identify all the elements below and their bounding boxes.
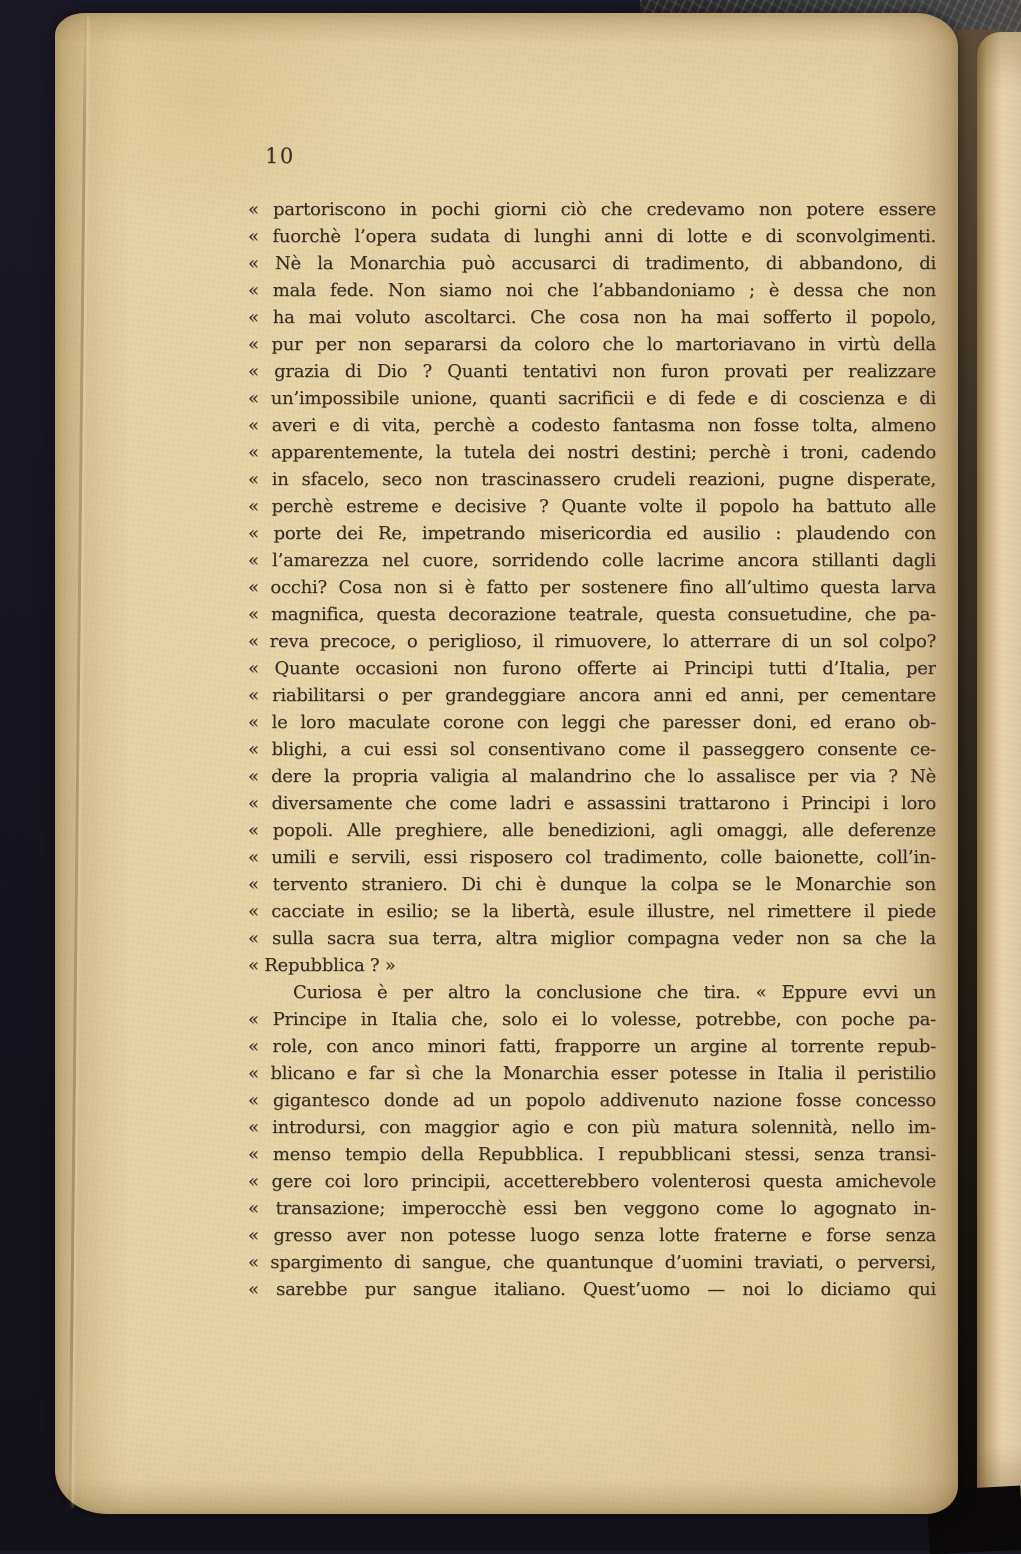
text-line: « apparentemente, la tutela dei nostri destini; perchè i troni, cadendo bbox=[248, 442, 936, 463]
text-line: « Quante occasioni non furono offerte ai Principi tutti d’Italia, per bbox=[248, 658, 936, 679]
text-line: « cacciate in esilio; se la libertà, esule illustre, nel rimettere il piede bbox=[248, 901, 936, 922]
text-line: « perchè estreme e decisive ? Quante volte il popolo ha battuto alle bbox=[248, 496, 936, 517]
text-line: « blighi, a cui essi sol consentivano come il passeggero consente ce- bbox=[248, 739, 936, 760]
text-line: « Repubblica ? » bbox=[248, 955, 396, 976]
text-line: « gere coi loro principii, accetterebbero volenterosi questa amichevole bbox=[248, 1171, 936, 1192]
text-line: « occhi? Cosa non si è fatto per sostenere fino all’ultimo questa larva bbox=[248, 577, 936, 598]
text-line: « ha mai voluto ascoltarci. Che cosa non ha mai sofferto il popolo, bbox=[248, 307, 936, 328]
text-line: « Principe in Italia che, solo ei lo volesse, potrebbe, con poche pa- bbox=[248, 1009, 936, 1030]
text-line: « umili e servili, essi risposero col tradimento, colle baionette, coll’in- bbox=[248, 847, 936, 868]
text-line: « le loro maculate corone con leggi che paresser doni, ed erano ob- bbox=[248, 712, 936, 733]
text-line: « pur per non separarsi da coloro che lo martoriavano in virtù della bbox=[248, 334, 936, 355]
text-line: « gigantesco donde ad un popolo addivenuto nazione fosse concesso bbox=[248, 1090, 936, 1111]
text-line: « role, con anco minori fatti, frapporre un argine al torrente repub- bbox=[248, 1036, 936, 1057]
text-line: « transazione; imperocchè essi ben veggono come lo agognato in- bbox=[248, 1198, 936, 1219]
text-line: « spargimento di sangue, che quantunque d’uomini traviati, o perversi, bbox=[248, 1252, 936, 1273]
text-line: « magnifica, questa decorazione teatrale, questa consuetudine, che pa- bbox=[248, 604, 936, 625]
page-fold-crease bbox=[68, 17, 87, 1507]
text-block bbox=[248, 196, 936, 1303]
text-line: « gresso aver non potesse luogo senza lotte fraterne e forse senza bbox=[248, 1225, 936, 1246]
text-line: « partoriscono in pochi giorni ciò che credevamo non potere essere bbox=[248, 199, 936, 220]
text-line: « reva precoce, o periglioso, il rimuovere, lo atterrare di un sol colpo? bbox=[248, 631, 936, 652]
text-line: « Nè la Monarchia può accusarci di tradimento, di abbandono, di bbox=[248, 253, 936, 274]
text-line: « averi e di vita, perchè a codesto fantasma non fosse tolta, almeno bbox=[248, 415, 936, 436]
text-line: Curiosa è per altro la conclusione che tira. « Eppure evvi un bbox=[293, 982, 936, 1003]
text-line: « popoli. Alle preghiere, alle benedizioni, agli omaggi, alle deferenze bbox=[248, 820, 936, 841]
text-line: « menso tempio della Repubblica. I repubblicani stessi, senza transi- bbox=[248, 1144, 936, 1165]
text-line: « grazia di Dio ? Quanti tentativi non furon provati per realizzare bbox=[248, 361, 936, 382]
text-line: « riabilitarsi o per grandeggiare ancora anni ed anni, per cementare bbox=[248, 685, 936, 706]
text-line: « un’impossibile unione, quanti sacrificii e di fede e di coscienza e di bbox=[248, 388, 936, 409]
text-line: « fuorchè l’opera sudata di lunghi anni di lotte e di sconvolgimenti. bbox=[248, 226, 936, 247]
text-line: « porte dei Re, impetrando misericordia ed ausilio : plaudendo con bbox=[248, 523, 936, 544]
text-line: « diversamente che come ladri e assassini trattarono i Principi i loro bbox=[248, 793, 936, 814]
adjacent-page-edge bbox=[977, 32, 1021, 1515]
text-line: « tervento straniero. Di chi è dunque la colpa se le Monarchie son bbox=[248, 874, 936, 895]
text-line: « mala fede. Non siamo noi che l’abbandoniamo ; è dessa che non bbox=[248, 280, 936, 301]
book-page bbox=[55, 13, 958, 1514]
page-number: 10 bbox=[265, 144, 295, 168]
text-line: « sulla sacra sua terra, altra miglior compagna veder non sa che la bbox=[248, 928, 936, 949]
text-line: « l’amarezza nel cuore, sorridendo colle lacrime ancora stillanti dagli bbox=[248, 550, 936, 571]
text-line: « sarebbe pur sangue italiano. Quest’uomo — noi lo diciamo qui bbox=[248, 1279, 936, 1300]
text-line: « blicano e far sì che la Monarchia esser potesse in Italia il peristilio bbox=[248, 1063, 936, 1084]
text-line: « introdursi, con maggior agio e con più matura solennità, nello im- bbox=[248, 1117, 936, 1138]
text-line: « in sfacelo, seco non trascinassero crudeli reazioni, pugne disperate, bbox=[248, 469, 936, 490]
text-line: « dere la propria valigia al malandrino che lo assalisce per via ? Nè bbox=[248, 766, 936, 787]
